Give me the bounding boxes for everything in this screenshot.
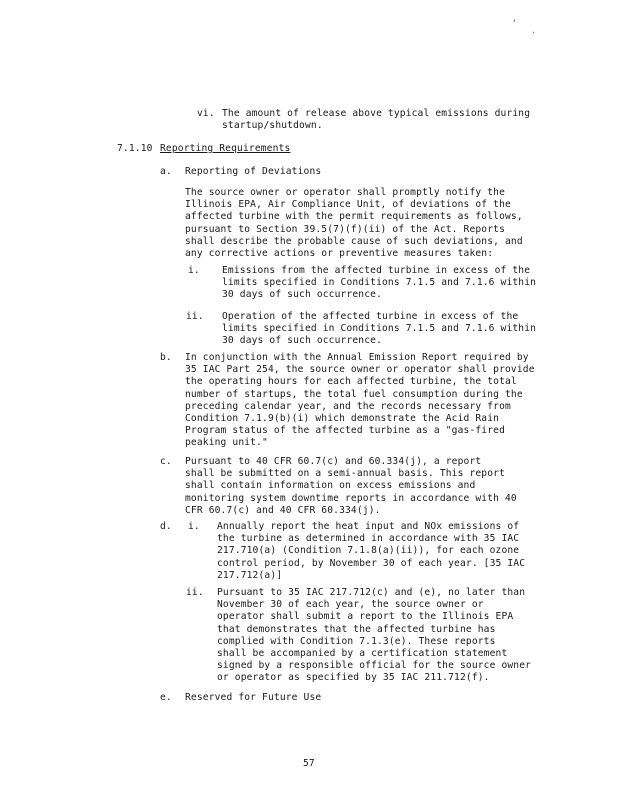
item-c-label: c. bbox=[160, 456, 172, 467]
item-b-text: In conjunction with the Annual Emission Report required by 35 IAC Part 254, the source owner or operator shall provide the operating hours for each affected turbine, the total number of startups, the total fuel consumption during the preceding calendar year, and the records necessary from Condition 7.1.9(b)(i) which demonstrate the Acid Rain Program status of the affected turbine as a "gas-fired peaking unit." bbox=[185, 352, 535, 449]
item-d-label: d. bbox=[160, 521, 172, 532]
item-a-label: a. bbox=[160, 166, 172, 177]
item-d-i-text: Annually report the heat input and NOx emissions of the turbine as determined in accordance with 35 IAC 217.710(a) (Condition 7.1.8(a)(ii)), for each ozone control period, by November 30 of each year. [35 IAC 217.712(a)] bbox=[217, 521, 526, 581]
item-a-ii-text: Operation of the affected turbine in excess of the limits specified in Conditions 7.1.5 and 7.1.6 within 30 days of such occurrence. bbox=[222, 311, 537, 347]
item-a-title: Reporting of Deviations bbox=[185, 166, 322, 177]
item-vi-label: vi. bbox=[197, 108, 215, 119]
item-d-i-label: i. bbox=[188, 521, 200, 532]
item-a-i-label: i. bbox=[188, 265, 200, 276]
item-d-ii-label: ii. bbox=[186, 587, 204, 598]
section-title: Reporting Requirements bbox=[160, 143, 291, 154]
section-number: 7.1.10 bbox=[117, 143, 153, 154]
item-a-text: The source owner or operator shall promptly notify the Illinois EPA, Air Compliance Unit, of deviations of the affected turbine with the permit requirements as follows, pursuant to Section 39.5(7)(f)(ii) of the Act. Reports shall describe the probable cause of such deviations, and any corrective actions or preventive measures taken: bbox=[185, 187, 523, 260]
item-e-text: Reserved for Future Use bbox=[185, 692, 322, 703]
item-vi-text: The amount of release above typical emissions during startup/shutdown. bbox=[222, 108, 531, 132]
scan-mark: . bbox=[531, 26, 536, 35]
item-e-label: e. bbox=[160, 692, 172, 703]
item-d-ii-text: Pursuant to 35 IAC 217.712(c) and (e), no later than November 30 of each year, the source owner or operator shall submit a report to the Illinois EPA that demonstrates that the affected turbine has complied with Condition 7.1.3(e). These reports shall be accompanied by a certification statement signed by a responsible official for the source owner or operator as specified by 35 IAC 211.712(f). bbox=[217, 587, 532, 684]
scan-mark: , bbox=[512, 14, 517, 23]
item-a-i-text: Emissions from the affected turbine in excess of the limits specified in Conditions 7.1.5 and 7.1.6 within 30 days of such occurrence. bbox=[222, 265, 537, 301]
item-c-text: Pursuant to 40 CFR 60.7(c) and 60.334(j), a report shall be submitted on a semi-annual basis. This report shall contain information on excess emissions and monitoring system downtime reports in accordance with 40 CFR 60.7(c) and 40 CFR 60.334(j). bbox=[185, 456, 517, 516]
item-a-ii-label: ii. bbox=[186, 311, 204, 322]
item-b-label: b. bbox=[160, 352, 172, 363]
page-number: 57 bbox=[303, 758, 315, 769]
